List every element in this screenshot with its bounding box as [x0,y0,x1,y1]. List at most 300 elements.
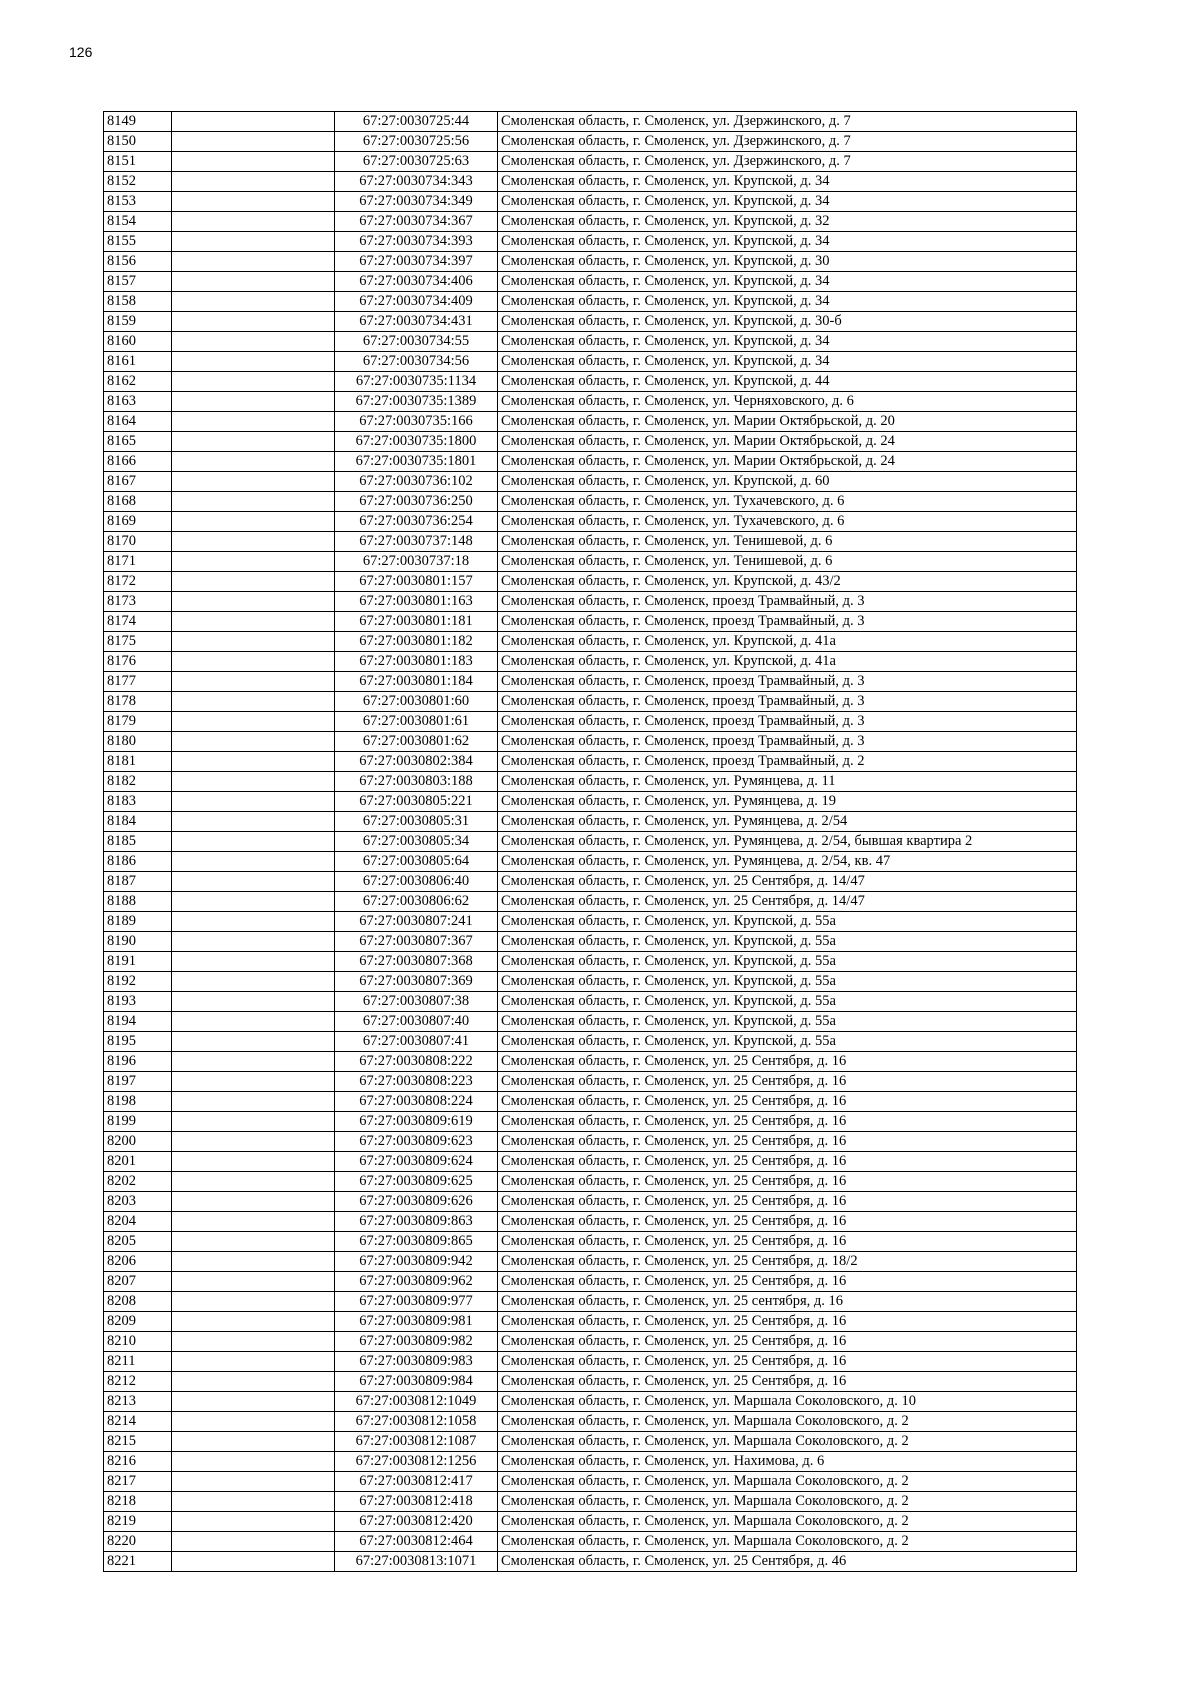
table-row [104,1192,1077,1212]
address-cell: Смоленская область, г. Смоленск, проезд Трамвайный, д. 3 [498,692,1077,712]
address-cell: Смоленская область, г. Смоленск, ул. Марии Октябрьской, д. 24 [498,452,1077,472]
address-cell: Смоленская область, г. Смоленск, ул. Маршала Соколовского, д. 2 [498,1492,1077,1512]
table-row [104,632,1077,652]
cadastral-number-cell: 67:27:0030803:188 [335,772,498,792]
row-number-cell: 8194 [104,1012,172,1032]
cadastral-number-cell: 67:27:0030809:865 [335,1232,498,1252]
cadastral-number-cell: 67:27:0030725:56 [335,132,498,152]
table-row [104,272,1077,292]
table-row [104,852,1077,872]
address-cell: Смоленская область, г. Смоленск, ул. Крупской, д. 55а [498,1032,1077,1052]
empty-cell [172,1532,335,1552]
row-number-cell: 8167 [104,472,172,492]
table-row [104,512,1077,532]
table-row [104,192,1077,212]
table-row [104,1292,1077,1312]
table-row [104,352,1077,372]
address-cell: Смоленская область, г. Смоленск, ул. 25 Сентября, д. 16 [498,1072,1077,1092]
empty-cell [172,1132,335,1152]
row-number-cell: 8186 [104,852,172,872]
row-number-cell: 8197 [104,1072,172,1092]
address-cell: Смоленская область, г. Смоленск, ул. Марии Октябрьской, д. 24 [498,432,1077,452]
address-cell: Смоленская область, г. Смоленск, ул. Румянцева, д. 2/54 [498,812,1077,832]
empty-cell [172,112,335,132]
cadastral-number-cell: 67:27:0030734:343 [335,172,498,192]
table-row [104,732,1077,752]
address-cell: Смоленская область, г. Смоленск, ул. Маршала Соколовского, д. 2 [498,1432,1077,1452]
cadastral-number-cell: 67:27:0030735:166 [335,412,498,432]
empty-cell [172,632,335,652]
registry-table-body [104,112,1077,1572]
empty-cell [172,1332,335,1352]
address-cell: Смоленская область, г. Смоленск, ул. Дзержинского, д. 7 [498,112,1077,132]
row-number-cell: 8217 [104,1472,172,1492]
cadastral-number-cell: 67:27:0030734:397 [335,252,498,272]
empty-cell [172,432,335,452]
cadastral-number-cell: 67:27:0030801:61 [335,712,498,732]
row-number-cell: 8196 [104,1052,172,1072]
row-number-cell: 8210 [104,1332,172,1352]
empty-cell [172,512,335,532]
address-cell: Смоленская область, г. Смоленск, ул. Крупской, д. 43/2 [498,572,1077,592]
empty-cell [172,132,335,152]
cadastral-number-cell: 67:27:0030812:1256 [335,1452,498,1472]
empty-cell [172,232,335,252]
address-cell: Смоленская область, г. Смоленск, ул. Крупской, д. 34 [498,232,1077,252]
cadastral-number-cell: 67:27:0030735:1134 [335,372,498,392]
address-cell: Смоленская область, г. Смоленск, ул. Крупской, д. 55а [498,972,1077,992]
table-row [104,1272,1077,1292]
cadastral-number-cell: 67:27:0030801:182 [335,632,498,652]
table-row [104,132,1077,152]
table-row [104,752,1077,772]
cadastral-number-cell: 67:27:0030808:224 [335,1092,498,1112]
table-row [104,672,1077,692]
row-number-cell: 8184 [104,812,172,832]
empty-cell [172,912,335,932]
cadastral-number-cell: 67:27:0030807:41 [335,1032,498,1052]
row-number-cell: 8161 [104,352,172,372]
table-row [104,452,1077,472]
address-cell: Смоленская область, г. Смоленск, проезд Трамвайный, д. 3 [498,712,1077,732]
table-row [104,652,1077,672]
row-number-cell: 8173 [104,592,172,612]
row-number-cell: 8193 [104,992,172,1012]
table-row [104,1072,1077,1092]
cadastral-number-cell: 67:27:0030736:250 [335,492,498,512]
table-row [104,292,1077,312]
row-number-cell: 8154 [104,212,172,232]
cadastral-number-cell: 67:27:0030812:1087 [335,1432,498,1452]
cadastral-number-cell: 67:27:0030734:55 [335,332,498,352]
cadastral-number-cell: 67:27:0030734:349 [335,192,498,212]
empty-cell [172,672,335,692]
table-row [104,332,1077,352]
address-cell: Смоленская область, г. Смоленск, ул. Румянцева, д. 2/54, бывшая квартира 2 [498,832,1077,852]
empty-cell [172,1072,335,1092]
table-row [104,112,1077,132]
empty-cell [172,972,335,992]
row-number-cell: 8202 [104,1172,172,1192]
table-row [104,692,1077,712]
address-cell: Смоленская область, г. Смоленск, ул. 25 Сентября, д. 16 [498,1192,1077,1212]
empty-cell [172,812,335,832]
table-row [104,232,1077,252]
empty-cell [172,792,335,812]
row-number-cell: 8189 [104,912,172,932]
empty-cell [172,872,335,892]
cadastral-number-cell: 67:27:0030809:982 [335,1332,498,1352]
table-row [104,892,1077,912]
address-cell: Смоленская область, г. Смоленск, ул. Нахимова, д. 6 [498,1452,1077,1472]
cadastral-number-cell: 67:27:0030734:367 [335,212,498,232]
row-number-cell: 8219 [104,1512,172,1532]
address-cell: Смоленская область, г. Смоленск, ул. 25 Сентября, д. 46 [498,1552,1077,1572]
table-row [104,832,1077,852]
address-cell: Смоленская область, г. Смоленск, ул. Крупской, д. 32 [498,212,1077,232]
table-row [104,412,1077,432]
row-number-cell: 8201 [104,1152,172,1172]
row-number-cell: 8172 [104,572,172,592]
row-number-cell: 8207 [104,1272,172,1292]
row-number-cell: 8192 [104,972,172,992]
row-number-cell: 8158 [104,292,172,312]
row-number-cell: 8209 [104,1312,172,1332]
cadastral-number-cell: 67:27:0030806:40 [335,872,498,892]
empty-cell [172,1272,335,1292]
table-row [104,1212,1077,1232]
empty-cell [172,252,335,272]
address-cell: Смоленская область, г. Смоленск, ул. Черняховского, д. 6 [498,392,1077,412]
cadastral-number-cell: 67:27:0030734:56 [335,352,498,372]
page-number: 126 [69,44,93,60]
row-number-cell: 8149 [104,112,172,132]
row-number-cell: 8213 [104,1392,172,1412]
cadastral-number-cell: 67:27:0030734:406 [335,272,498,292]
row-number-cell: 8156 [104,252,172,272]
table-row [104,1012,1077,1032]
address-cell: Смоленская область, г. Смоленск, ул. Крупской, д. 30 [498,252,1077,272]
row-number-cell: 8181 [104,752,172,772]
row-number-cell: 8182 [104,772,172,792]
cadastral-number-cell: 67:27:0030735:1800 [335,432,498,452]
row-number-cell: 8178 [104,692,172,712]
cadastral-number-cell: 67:27:0030802:384 [335,752,498,772]
empty-cell [172,272,335,292]
address-cell: Смоленская область, г. Смоленск, ул. Крупской, д. 55а [498,952,1077,972]
row-number-cell: 8214 [104,1412,172,1432]
address-cell: Смоленская область, г. Смоленск, ул. Маршала Соколовского, д. 2 [498,1412,1077,1432]
row-number-cell: 8188 [104,892,172,912]
cadastral-number-cell: 67:27:0030809:981 [335,1312,498,1332]
table-row [104,712,1077,732]
address-cell: Смоленская область, г. Смоленск, ул. 25 Сентября, д. 16 [498,1372,1077,1392]
address-cell: Смоленская область, г. Смоленск, ул. 25 Сентября, д. 14/47 [498,872,1077,892]
address-cell: Смоленская область, г. Смоленск, ул. 25 Сентября, д. 16 [498,1212,1077,1232]
table-row [104,1332,1077,1352]
empty-cell [172,1412,335,1432]
cadastral-number-cell: 67:27:0030809:942 [335,1252,498,1272]
table-row [104,532,1077,552]
cadastral-number-cell: 67:27:0030809:977 [335,1292,498,1312]
row-number-cell: 8195 [104,1032,172,1052]
table-row [104,792,1077,812]
cadastral-number-cell: 67:27:0030812:464 [335,1532,498,1552]
address-cell: Смоленская область, г. Смоленск, ул. Марии Октябрьской, д. 20 [498,412,1077,432]
table-row [104,1172,1077,1192]
row-number-cell: 8204 [104,1212,172,1232]
address-cell: Смоленская область, г. Смоленск, проезд Трамвайный, д. 3 [498,732,1077,752]
address-cell: Смоленская область, г. Смоленск, ул. 25 Сентября, д. 18/2 [498,1252,1077,1272]
address-cell: Смоленская область, г. Смоленск, ул. 25 Сентября, д. 16 [498,1272,1077,1292]
cadastral-number-cell: 67:27:0030812:420 [335,1512,498,1532]
cadastral-number-cell: 67:27:0030812:1058 [335,1412,498,1432]
table-row [104,872,1077,892]
address-cell: Смоленская область, г. Смоленск, ул. Румянцева, д. 2/54, кв. 47 [498,852,1077,872]
table-row [104,1472,1077,1492]
row-number-cell: 8151 [104,152,172,172]
row-number-cell: 8221 [104,1552,172,1572]
empty-cell [172,1152,335,1172]
empty-cell [172,772,335,792]
empty-cell [172,732,335,752]
cadastral-number-cell: 67:27:0030805:31 [335,812,498,832]
table-row [104,972,1077,992]
table-row [104,1412,1077,1432]
address-cell: Смоленская область, г. Смоленск, ул. 25 Сентября, д. 16 [498,1112,1077,1132]
address-cell: Смоленская область, г. Смоленск, проезд Трамвайный, д. 3 [498,672,1077,692]
cadastral-number-cell: 67:27:0030809:962 [335,1272,498,1292]
row-number-cell: 8159 [104,312,172,332]
cadastral-number-cell: 67:27:0030801:184 [335,672,498,692]
table-row [104,1452,1077,1472]
empty-cell [172,1012,335,1032]
address-cell: Смоленская область, г. Смоленск, ул. Крупской, д. 34 [498,332,1077,352]
cadastral-number-cell: 67:27:0030801:163 [335,592,498,612]
empty-cell [172,1112,335,1132]
cadastral-number-cell: 67:27:0030807:367 [335,932,498,952]
address-cell: Смоленская область, г. Смоленск, ул. Тухачевского, д. 6 [498,492,1077,512]
row-number-cell: 8175 [104,632,172,652]
empty-cell [172,472,335,492]
row-number-cell: 8198 [104,1092,172,1112]
row-number-cell: 8152 [104,172,172,192]
address-cell: Смоленская область, г. Смоленск, ул. Маршала Соколовского, д. 2 [498,1532,1077,1552]
row-number-cell: 8162 [104,372,172,392]
empty-cell [172,452,335,472]
table-row [104,1512,1077,1532]
empty-cell [172,1172,335,1192]
address-cell: Смоленская область, г. Смоленск, ул. Крупской, д. 34 [498,192,1077,212]
table-row [104,1232,1077,1252]
row-number-cell: 8215 [104,1432,172,1452]
cadastral-number-cell: 67:27:0030801:181 [335,612,498,632]
row-number-cell: 8168 [104,492,172,512]
row-number-cell: 8203 [104,1192,172,1212]
table-row [104,492,1077,512]
row-number-cell: 8206 [104,1252,172,1272]
cadastral-number-cell: 67:27:0030807:38 [335,992,498,1012]
row-number-cell: 8157 [104,272,172,292]
row-number-cell: 8218 [104,1492,172,1512]
row-number-cell: 8170 [104,532,172,552]
cadastral-number-cell: 67:27:0030801:183 [335,652,498,672]
cadastral-number-cell: 67:27:0030809:625 [335,1172,498,1192]
cadastral-number-cell: 67:27:0030807:368 [335,952,498,972]
row-number-cell: 8180 [104,732,172,752]
table-row [104,592,1077,612]
address-cell: Смоленская область, г. Смоленск, ул. Маршала Соколовского, д. 2 [498,1472,1077,1492]
empty-cell [172,212,335,232]
row-number-cell: 8177 [104,672,172,692]
address-cell: Смоленская область, г. Смоленск, ул. 25 Сентября, д. 16 [498,1172,1077,1192]
address-cell: Смоленская область, г. Смоленск, ул. Крупской, д. 34 [498,352,1077,372]
empty-cell [172,612,335,632]
row-number-cell: 8163 [104,392,172,412]
row-number-cell: 8220 [104,1532,172,1552]
address-cell: Смоленская область, г. Смоленск, ул. Крупской, д. 60 [498,472,1077,492]
table-row [104,1132,1077,1152]
empty-cell [172,152,335,172]
table-row [104,1552,1077,1572]
empty-cell [172,572,335,592]
empty-cell [172,592,335,612]
table-row [104,432,1077,452]
row-number-cell: 8171 [104,552,172,572]
cadastral-number-cell: 67:27:0030809:623 [335,1132,498,1152]
cadastral-number-cell: 67:27:0030807:369 [335,972,498,992]
empty-cell [172,1552,335,1572]
row-number-cell: 8150 [104,132,172,152]
row-number-cell: 8164 [104,412,172,432]
row-number-cell: 8212 [104,1372,172,1392]
empty-cell [172,552,335,572]
empty-cell [172,1092,335,1112]
empty-cell [172,412,335,432]
empty-cell [172,1232,335,1252]
address-cell: Смоленская область, г. Смоленск, ул. Тухачевского, д. 6 [498,512,1077,532]
empty-cell [172,332,335,352]
empty-cell [172,352,335,372]
row-number-cell: 8183 [104,792,172,812]
cadastral-number-cell: 67:27:0030805:34 [335,832,498,852]
cadastral-number-cell: 67:27:0030809:984 [335,1372,498,1392]
address-cell: Смоленская область, г. Смоленск, ул. 25 Сентября, д. 16 [498,1232,1077,1252]
cadastral-number-cell: 67:27:0030809:619 [335,1112,498,1132]
empty-cell [172,1312,335,1332]
table-row [104,392,1077,412]
address-cell: Смоленская область, г. Смоленск, ул. Тенишевой, д. 6 [498,532,1077,552]
row-number-cell: 8165 [104,432,172,452]
address-cell: Смоленская область, г. Смоленск, ул. Дзержинского, д. 7 [498,152,1077,172]
cadastral-number-cell: 67:27:0030809:863 [335,1212,498,1232]
empty-cell [172,1212,335,1232]
address-cell: Смоленская область, г. Смоленск, ул. Румянцева, д. 11 [498,772,1077,792]
row-number-cell: 8166 [104,452,172,472]
address-cell: Смоленская область, г. Смоленск, проезд Трамвайный, д. 3 [498,612,1077,632]
cadastral-number-cell: 67:27:0030806:62 [335,892,498,912]
table-row [104,1492,1077,1512]
cadastral-number-cell: 67:27:0030808:222 [335,1052,498,1072]
address-cell: Смоленская область, г. Смоленск, ул. Крупской, д. 34 [498,172,1077,192]
empty-cell [172,952,335,972]
empty-cell [172,1452,335,1472]
empty-cell [172,1492,335,1512]
table-row [104,1112,1077,1132]
empty-cell [172,1052,335,1072]
cadastral-number-cell: 67:27:0030809:624 [335,1152,498,1172]
row-number-cell: 8208 [104,1292,172,1312]
address-cell: Смоленская область, г. Смоленск, ул. Крупской, д. 41а [498,652,1077,672]
cadastral-number-cell: 67:27:0030737:148 [335,532,498,552]
empty-cell [172,652,335,672]
cadastral-number-cell: 67:27:0030734:409 [335,292,498,312]
table-row [104,312,1077,332]
cadastral-number-cell: 67:27:0030725:44 [335,112,498,132]
table-row [104,1052,1077,1072]
cadastral-number-cell: 67:27:0030808:223 [335,1072,498,1092]
table-row [104,1252,1077,1272]
address-cell: Смоленская область, г. Смоленск, ул. Маршала Соколовского, д. 10 [498,1392,1077,1412]
empty-cell [172,532,335,552]
empty-cell [172,1512,335,1532]
cadastral-number-cell: 67:27:0030737:18 [335,552,498,572]
table-row [104,612,1077,632]
table-row [104,552,1077,572]
row-number-cell: 8200 [104,1132,172,1152]
address-cell: Смоленская область, г. Смоленск, ул. Маршала Соколовского, д. 2 [498,1512,1077,1532]
row-number-cell: 8190 [104,932,172,952]
empty-cell [172,1292,335,1312]
row-number-cell: 8211 [104,1352,172,1372]
address-cell: Смоленская область, г. Смоленск, ул. 25 Сентября, д. 16 [498,1092,1077,1112]
empty-cell [172,932,335,952]
table-row [104,212,1077,232]
row-number-cell: 8187 [104,872,172,892]
address-cell: Смоленская область, г. Смоленск, ул. Крупской, д. 55а [498,912,1077,932]
address-cell: Смоленская область, г. Смоленск, ул. Румянцева, д. 19 [498,792,1077,812]
empty-cell [172,1032,335,1052]
address-cell: Смоленская область, г. Смоленск, ул. 25 Сентября, д. 16 [498,1052,1077,1072]
table-row [104,472,1077,492]
address-cell: Смоленская область, г. Смоленск, ул. Дзержинского, д. 7 [498,132,1077,152]
cadastral-number-cell: 67:27:0030801:62 [335,732,498,752]
cadastral-number-cell: 67:27:0030807:40 [335,1012,498,1032]
row-number-cell: 8185 [104,832,172,852]
empty-cell [172,832,335,852]
address-cell: Смоленская область, г. Смоленск, ул. Крупской, д. 30-б [498,312,1077,332]
empty-cell [172,1192,335,1212]
table-row [104,1152,1077,1172]
table-row [104,252,1077,272]
cadastral-number-cell: 67:27:0030809:983 [335,1352,498,1372]
cadastral-number-cell: 67:27:0030736:102 [335,472,498,492]
cadastral-number-cell: 67:27:0030807:241 [335,912,498,932]
table-row [104,952,1077,972]
empty-cell [172,1352,335,1372]
empty-cell [172,852,335,872]
address-cell: Смоленская область, г. Смоленск, ул. Крупской, д. 55а [498,932,1077,952]
cadastral-number-cell: 67:27:0030812:1049 [335,1392,498,1412]
table-row [104,172,1077,192]
row-number-cell: 8199 [104,1112,172,1132]
row-number-cell: 8205 [104,1232,172,1252]
address-cell: Смоленская область, г. Смоленск, ул. Крупской, д. 34 [498,292,1077,312]
row-number-cell: 8216 [104,1452,172,1472]
address-cell: Смоленская область, г. Смоленск, ул. Крупской, д. 55а [498,992,1077,1012]
row-number-cell: 8174 [104,612,172,632]
empty-cell [172,1392,335,1412]
